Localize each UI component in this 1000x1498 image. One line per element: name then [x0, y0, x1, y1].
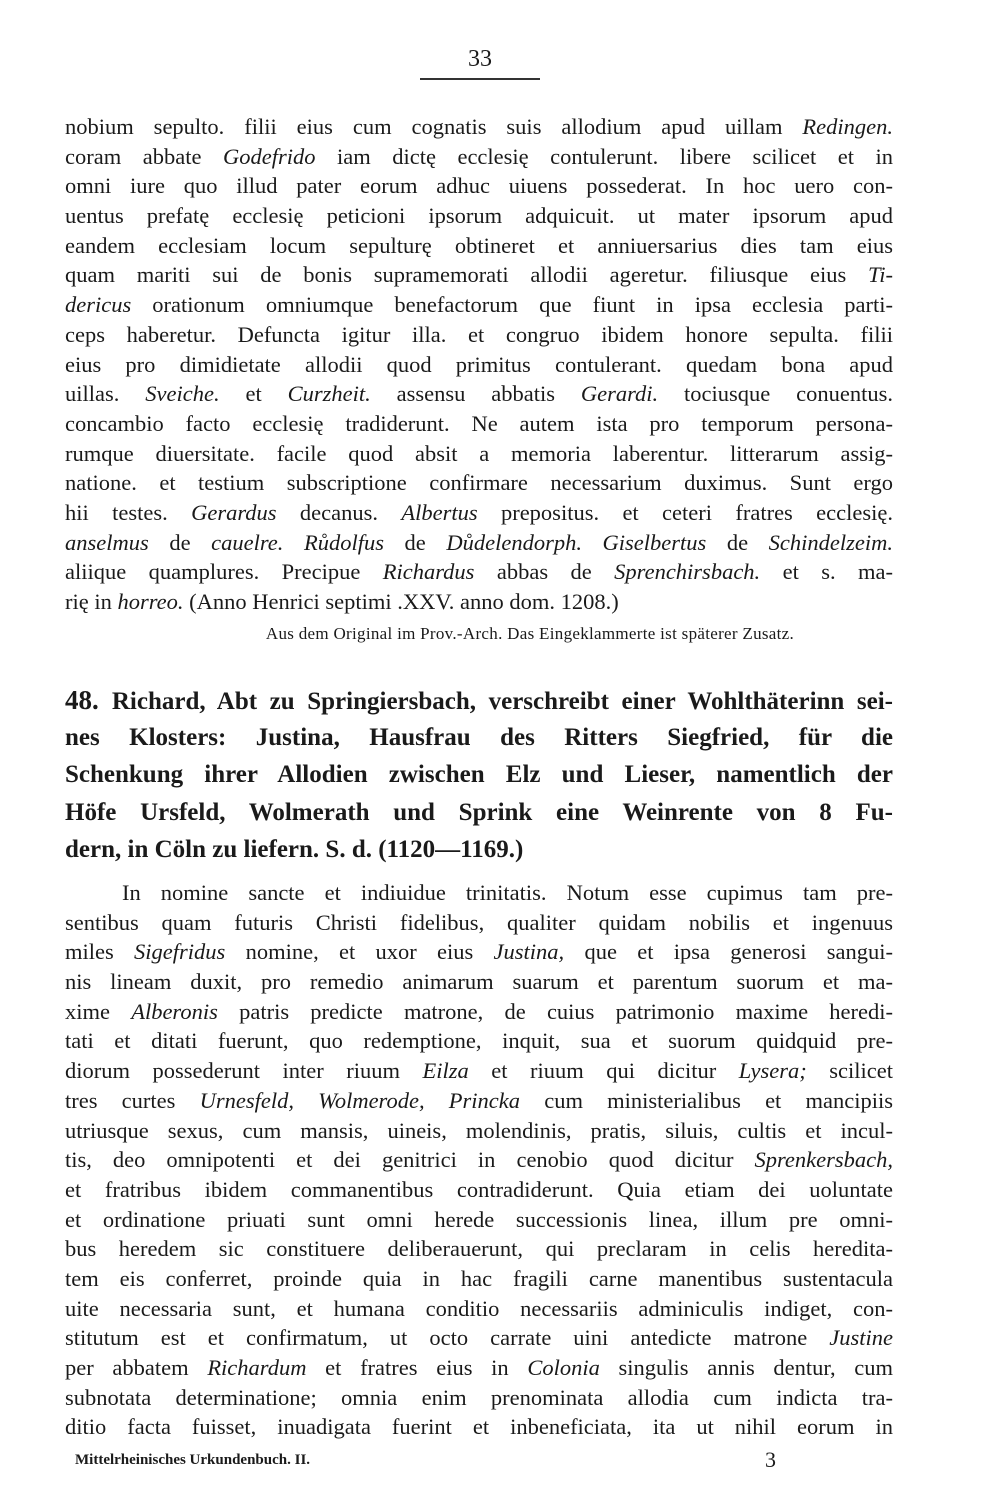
- text-line: [65, 290, 893, 320]
- text-run: subnotata determinatione; omnia enim prenominata allodia cum indicta tra-: [65, 1384, 893, 1410]
- text-line: [65, 528, 893, 558]
- text-run: stitutum est et confirmatum, ut octo carrate uini antedicte matrone: [65, 1325, 830, 1351]
- italic-name: Gerardi.: [580, 381, 659, 407]
- text-line: [65, 409, 893, 439]
- text-line: [65, 937, 893, 967]
- italic-name: Curzheit.: [287, 381, 371, 407]
- text-run: [582, 530, 603, 555]
- heading-line: [65, 756, 893, 793]
- text-line: [65, 557, 893, 587]
- text-run: diorum possederunt inter riuum: [65, 1058, 423, 1084]
- header-rule: [420, 78, 540, 80]
- text-run: iam dictę ecclesię contulerunt. libere scilicet et in: [315, 143, 893, 169]
- text-run: eandem ecclesiam locum sepulturę obtineret et anniuersarius dies tam eius: [65, 232, 893, 258]
- italic-name: Sprenchirsbach.: [614, 559, 761, 585]
- heading-line: [65, 719, 893, 756]
- text-line: [65, 1323, 893, 1353]
- text-line: [65, 379, 893, 409]
- text-run: (Anno Henrici septimi .XXV. anno dom. 1208.): [183, 589, 619, 614]
- heading-text: dern, in Cöln zu liefern. S. d. (1120—1169.): [65, 835, 524, 863]
- text-run: tres curtes: [65, 1087, 200, 1113]
- text-run: coram abbate: [65, 143, 223, 169]
- text-run: et s. ma-: [760, 559, 894, 585]
- text-line: [65, 439, 893, 469]
- text-run: concambio facto ecclesię tradiderunt. Ne autem ista pro temporum persona-: [65, 410, 893, 436]
- italic-name: Justine: [829, 1325, 893, 1351]
- italic-name: Justina,: [493, 939, 565, 965]
- italic-name: Richardum: [207, 1355, 307, 1380]
- footer-signature: 3: [765, 1447, 776, 1472]
- text-line: [65, 1412, 893, 1442]
- italic-name: Alberonis: [131, 998, 218, 1024]
- text-line: [65, 908, 893, 938]
- text-run: singulis annis dentur, cum: [599, 1355, 893, 1380]
- text-line: [65, 1383, 893, 1413]
- text-run: rumque diuersitate. facile quod absit a memoria laberentur. litterarum assig-: [65, 440, 893, 466]
- text-run: xime: [65, 998, 132, 1024]
- document-heading: [65, 682, 893, 868]
- text-run: patris predicte matrone, de cuius patrimonio maxime heredi-: [217, 998, 893, 1024]
- text-run: miles: [65, 939, 135, 965]
- heading-text: Schenkung ihrer Allodien zwischen Elz und Lieser, namentlich der: [65, 761, 893, 789]
- text-run: de: [383, 529, 447, 555]
- text-run: rię in: [65, 589, 118, 614]
- text-line: [65, 231, 893, 261]
- italic-name: Giselbertus: [602, 529, 707, 555]
- heading-line: [65, 682, 893, 719]
- italic-name: Sprenkersbach,: [754, 1147, 893, 1173]
- page-number: 33: [468, 46, 492, 72]
- text-run: et: [219, 381, 288, 407]
- text-line: [65, 997, 893, 1027]
- text-run: scilicet: [806, 1058, 893, 1084]
- italic-name: Růdolfus: [303, 529, 384, 555]
- heading-line: [65, 794, 893, 831]
- text-run: et ordinatione priuati sunt omni herede successionis linea, illum pre omni-: [65, 1206, 893, 1232]
- text-run: nobium sepulto. filii eius cum cognatis suis allodium apud uillam: [65, 114, 803, 139]
- italic-name: dericus: [65, 292, 132, 318]
- text-run: et riuum qui dicitur: [468, 1058, 739, 1084]
- text-run: que et ipsa generosi sangui-: [564, 939, 893, 965]
- text-line: [65, 587, 893, 617]
- text-run: hii testes.: [65, 499, 192, 525]
- text-line: [65, 967, 893, 997]
- text-run: quam mariti sui de bonis supramemorati allodii ageretur. filiusque eius: [65, 262, 868, 288]
- text-run: sentibus quam futuris Christi fidelibus, qualiter quidam nobilis et ingenuus: [65, 909, 893, 935]
- text-line: [65, 142, 893, 172]
- italic-name: Sigefridus: [134, 939, 226, 965]
- footer-book-title: Mittelrheinisches Urkundenbuch. II.: [75, 1452, 311, 1468]
- text-run: de: [148, 529, 212, 555]
- italic-name: Redingen.: [802, 114, 893, 139]
- text-run: nomine, et uxor eius: [225, 939, 494, 965]
- text-run: bus heredem sic constituere deliberauerunt, qui preclaram in celis heredita-: [65, 1236, 893, 1262]
- heading-text: Höfe Ursfeld, Wolmerath und Sprink eine Weinrente von 8 Fu-: [65, 798, 893, 826]
- text-run: tem eis conferret, proinde quia in hac fragili carne manentibus sustentacula: [65, 1265, 893, 1291]
- text-run: et fratribus ibidem commanentibus contradiderunt. Quia etiam dei uoluntate: [65, 1176, 893, 1202]
- heading-text: Richard, Abt zu Springiersbach, verschreibt einer Wohlthäterinn sei-: [111, 688, 893, 715]
- italic-name: Albertus: [401, 499, 478, 525]
- italic-name: anselmus: [65, 529, 149, 555]
- text-line: [65, 498, 893, 528]
- text-line: [65, 878, 893, 908]
- text-run: uite necessaria sunt, et humana conditio necessariis adminiculis indiget, con-: [65, 1295, 893, 1321]
- text-run: cum ministerialibus et mancipiis: [520, 1087, 893, 1113]
- text-run: [283, 530, 304, 555]
- italic-name: Ti-: [867, 262, 893, 288]
- text-line: [65, 1264, 893, 1294]
- text-run: assensu abbatis: [370, 381, 581, 407]
- text-run: tociusque conuentus.: [658, 381, 894, 407]
- text-line: [65, 1234, 893, 1264]
- text-run: de: [706, 529, 769, 555]
- text-line: [65, 171, 893, 201]
- italic-name: Schindelzeim.: [768, 529, 894, 555]
- text-run: per abbatem: [65, 1355, 208, 1380]
- text-line: [65, 201, 893, 231]
- source-note: Aus dem Original im Prov.-Arch. Das Eingeklammerte ist späterer Zusatz.: [265, 624, 795, 643]
- text-line: [65, 1353, 893, 1383]
- italic-name: Godefrido: [222, 143, 316, 169]
- text-run: aliique quamplures. Precipue: [65, 559, 383, 585]
- document-number: 48.: [65, 685, 112, 715]
- text-line: [65, 1056, 893, 1086]
- italic-name: Důdelendorph.: [446, 529, 582, 555]
- text-run: eius pro dimidietate allodii quod primitus contulerant. quedam bona apud: [65, 351, 893, 377]
- text-line: [65, 1026, 893, 1056]
- text-line: [65, 1175, 893, 1205]
- text-run: tis, deo omnipotenti et dei genitrici in cenobio quod dicitur: [65, 1147, 755, 1173]
- italic-name: cauelre.: [211, 529, 284, 555]
- text-run: ditio facta fuisset, inuadigata fuerint et inbeneficiata, ita ut nihil eorum in: [65, 1414, 893, 1440]
- text-line: [65, 350, 893, 380]
- text-run: utriusque sexus, cum mansis, uineis, molendinis, pratis, siluis, cultis et incul-: [65, 1117, 893, 1143]
- text-line: [65, 1205, 893, 1235]
- text-line: [65, 1086, 893, 1116]
- text-line: [65, 320, 893, 350]
- italic-name: Gerardus: [191, 499, 277, 525]
- text-run: uillas.: [65, 381, 146, 407]
- text-line: [65, 1116, 893, 1146]
- heading-text: nes Klosters: Justina, Hausfrau des Ritters Siegfried, für die: [65, 724, 893, 752]
- text-run: natione. et testium subscriptione confirmare necessarium duximus. Sunt ergo: [65, 470, 893, 496]
- document-text-48: [65, 878, 893, 1442]
- italic-name: Richardus: [382, 559, 475, 585]
- italic-name: horreo.: [117, 589, 184, 614]
- text-run: orationum omniumque benefactorum que fiunt in ipsa ecclesia parti-: [131, 292, 893, 318]
- text-run: omni iure quo illud pater eorum adhuc uiuens possederat. In hoc uero con-: [65, 173, 893, 199]
- text-run: decanus.: [276, 499, 402, 525]
- italic-name: Lysera;: [738, 1058, 807, 1084]
- text-line: [65, 1145, 893, 1175]
- text-run: uentus prefatę ecclesię peticioni ipsorum adquicuit. ut mater ipsorum apud: [65, 203, 893, 229]
- text-run: nis lineam duxit, pro remedio animarum suarum et parentum suorum et ma-: [65, 969, 893, 995]
- italic-name: Eilza: [422, 1058, 469, 1084]
- text-run: tati et ditati fuerunt, quo redemptione, inquit, sua et suorum quidquid pre-: [65, 1028, 893, 1054]
- text-line: [65, 468, 893, 498]
- italic-name: Sveiche.: [145, 381, 220, 407]
- text-line: [65, 112, 893, 142]
- italic-name: Colonia: [527, 1355, 600, 1380]
- text-run: et fratres eius in: [306, 1355, 528, 1380]
- italic-name: Urnesfeld, Wolmerode, Princka: [199, 1087, 521, 1113]
- text-line: [65, 1294, 893, 1324]
- text-run: prepositus. et ceteri fratres ecclesię.: [477, 499, 893, 525]
- text-line: [65, 260, 893, 290]
- document-text-continued: [65, 112, 893, 617]
- heading-line: [65, 831, 893, 868]
- text-run: ceps haberetur. Defuncta igitur illa. et congruo ibidem honore sepulta. filii: [65, 321, 893, 347]
- text-run: abbas de: [474, 559, 615, 585]
- text-run: In nomine sancte et indiuidue trinitatis. Notum esse cupimus tam pre-: [122, 880, 893, 905]
